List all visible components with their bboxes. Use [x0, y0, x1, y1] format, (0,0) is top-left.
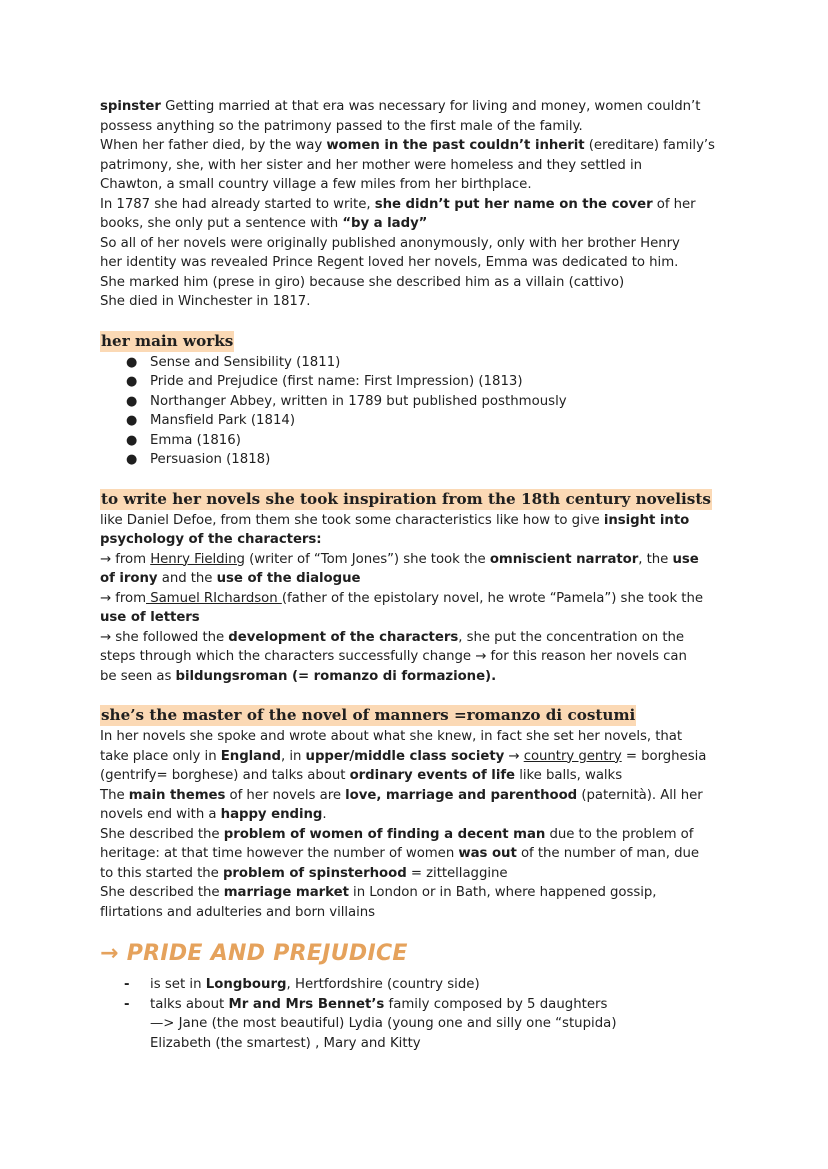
text: (gentrify= borghese) and talks about — [100, 768, 350, 783]
text: books, she only put a sentence with — [100, 216, 343, 231]
text-line — [100, 569, 740, 589]
bullet-icon: ● — [126, 432, 138, 448]
bold-text: development of the characters — [228, 629, 459, 645]
text: → from — [100, 551, 151, 567]
bold-text: bildungsroman (= romanzo di formazione). — [175, 668, 497, 684]
pride-and-prejudice-title: → PRIDE AND PREJUDICE — [100, 941, 408, 966]
text: In 1787 she had already started to write, — [100, 196, 375, 212]
text: is set in — [150, 977, 206, 992]
text-line — [100, 825, 740, 845]
text: She described the — [100, 826, 224, 842]
underlined-term-country-gentry: country gentry — [523, 748, 622, 764]
list-item-text: Pride and Prejudice (first name: First Impression) (1813) — [150, 374, 523, 389]
notes-content — [100, 97, 740, 1053]
bold-text: ordinary events of life — [349, 768, 516, 783]
daughters-line: Elizabeth (the smartest) , Mary and Kitty — [150, 1035, 421, 1051]
text: in London or in Bath, where happened gossip, — [348, 885, 657, 900]
underlined-link-henry-fielding[interactable]: Henry Fielding — [150, 551, 245, 567]
list-item-text: Persuasion (1818) — [150, 452, 271, 467]
text: . — [322, 807, 327, 822]
text: , the — [638, 551, 673, 567]
text: of the number of man, due — [516, 846, 700, 861]
text-line — [100, 747, 740, 767]
text-line — [100, 97, 740, 117]
list-item-text: Northanger Abbey, written in 1789 but published posthmously — [150, 393, 567, 409]
text: , Hertfordshire (country side) — [286, 977, 480, 992]
bold-text: Longbourg — [205, 977, 287, 992]
text: She described the — [100, 885, 224, 900]
bold-text: was out — [458, 846, 517, 861]
bold-text: insight into — [603, 512, 690, 528]
dash-bullet-icon: - — [124, 996, 130, 1012]
bold-text: England — [220, 748, 281, 764]
list-item — [100, 975, 740, 995]
bullet-icon: ● — [126, 413, 138, 428]
text: talks about — [150, 996, 229, 1012]
text: , in — [280, 748, 306, 764]
text: family composed by 5 daughters — [384, 996, 608, 1012]
text: → from — [100, 590, 147, 606]
text: = borghesia — [621, 748, 707, 764]
text: due to the problem of — [545, 826, 694, 842]
section-heading-wrap — [100, 489, 740, 511]
bullet-icon: ● — [126, 374, 138, 389]
section-heading-main-works: her main works — [101, 331, 234, 350]
list-item-text: Mansfield Park (1814) — [150, 413, 296, 428]
text-line — [100, 628, 740, 648]
text-line — [100, 786, 740, 806]
list-item — [100, 450, 740, 470]
text: The — [100, 787, 129, 803]
text: (paternità). All her — [577, 787, 703, 803]
text-line: In her novels she spoke and wrote about what she knew, in fact she set her novels, that — [100, 729, 683, 744]
text: and the — [157, 571, 217, 586]
text: , she put the concentration on the — [458, 629, 685, 645]
section-heading-inspiration: to write her novels she took inspiration from the 18th century novelists — [101, 489, 711, 508]
text-line — [100, 589, 740, 609]
text-line: flirtations and adulteries and born villains — [100, 904, 376, 920]
text-line: her identity was revealed Prince Regent loved her novels, Emma was dedicated to him. — [100, 255, 679, 270]
text: (writer of “Tom Jones”) she took the — [244, 551, 490, 567]
text-line — [100, 864, 740, 884]
text: be seen as — [100, 668, 176, 684]
bold-text: she didn’t put her name on the cover — [374, 196, 653, 212]
text-line — [100, 195, 740, 215]
bold-text: “by a lady” — [342, 216, 428, 231]
text-line — [100, 214, 740, 234]
text-line: She marked him (prese in giro) because she described him as a villain (cattivo) — [100, 274, 625, 290]
bold-text: use of the dialogue — [216, 571, 361, 586]
text: to this started the — [100, 865, 223, 881]
list-item — [100, 353, 740, 373]
text-line — [100, 530, 740, 550]
daughters-line: —> Jane (the most beautiful) Lydia (young one and silly one “stupida) — [150, 1016, 617, 1031]
text-line — [100, 805, 740, 825]
text: = zittellaggine — [406, 865, 508, 881]
text: like Daniel Defoe, from them she took some characteristics like how to give — [100, 512, 604, 528]
list-item — [100, 431, 740, 451]
bold-text: Mr and Mrs Bennet’s — [228, 996, 385, 1012]
list-item — [100, 995, 740, 1015]
bold-text: main themes — [128, 787, 226, 803]
bold-text: love, marriage and parenthood — [345, 787, 578, 803]
text: heritage: at that time however the number of women — [100, 846, 459, 861]
bold-text: psychology of the characters: — [100, 532, 322, 547]
pride-list — [100, 975, 740, 1014]
text: of her — [652, 196, 696, 212]
text: novels end with a — [100, 807, 221, 822]
text-line: steps through which the characters successfully change → for this reason her novels can — [100, 649, 687, 664]
bullet-icon: ● — [126, 354, 138, 370]
text-line — [100, 511, 740, 531]
bold-text: marriage market — [223, 885, 349, 900]
text: Getting married at that era was necessary for living and money, women couldn’t — [160, 99, 701, 114]
text: (ereditare) family’s — [584, 138, 715, 153]
text-line: She died in Winchester in 1817. — [100, 294, 311, 309]
section-heading-novel-of-manners: she’s the master of the novel of manners =romanzo di costumi — [101, 706, 636, 724]
text-line — [100, 136, 740, 156]
text-line: Chawton, a small country village a few miles from her birthplace. — [100, 177, 532, 192]
text: like balls, walks — [515, 768, 623, 783]
text-line — [100, 766, 740, 786]
list-item — [100, 372, 740, 392]
bullet-icon: ● — [126, 452, 138, 467]
bold-text: of irony — [100, 571, 158, 586]
text: → she followed the — [100, 629, 229, 645]
bold-text: omniscient narrator — [489, 551, 639, 567]
text-line — [100, 883, 740, 903]
bold-text: happy ending — [220, 807, 323, 822]
text: → — [504, 748, 524, 764]
bold-text: spinster — [100, 99, 161, 114]
text-line: So all of her novels were originally published anonymously, only with her brother Henry — [100, 235, 680, 251]
section-heading-wrap — [100, 705, 740, 727]
text: When her father died, by the way — [100, 138, 327, 153]
bold-text: women in the past couldn’t inherit — [326, 138, 585, 153]
bold-text: upper/middle class society — [305, 748, 505, 764]
text: take place only in — [100, 748, 221, 764]
bold-text: problem of women of finding a decent man — [223, 826, 546, 842]
section-heading-wrap — [100, 331, 740, 353]
list-item-text: Sense and Sensibility (1811) — [150, 354, 341, 370]
underlined-link-samuel-richardson[interactable]: Samuel RIchardson — [146, 590, 282, 606]
list-item-text: Emma (1816) — [150, 432, 241, 448]
text-line — [100, 608, 740, 628]
text-line — [100, 844, 740, 864]
text-line — [100, 667, 740, 687]
works-list — [100, 353, 740, 470]
dash-bullet-icon: - — [124, 977, 130, 992]
text: (father of the epistolary novel, he wrote “Pamela”) she took the — [281, 590, 703, 606]
text-line — [100, 550, 740, 570]
bullet-icon: ● — [126, 393, 138, 409]
text-line: possess anything so the patrimony passed to the first male of the family. — [100, 118, 583, 134]
list-item — [100, 392, 740, 412]
bold-text: problem of spinsterhood — [222, 865, 407, 881]
list-item — [100, 411, 740, 431]
text-line: patrimony, she, with her sister and her mother were homeless and they settled in — [100, 157, 642, 173]
bold-text: use — [672, 551, 699, 567]
bold-text: use of letters — [100, 610, 200, 625]
text: of her novels are — [225, 787, 346, 803]
